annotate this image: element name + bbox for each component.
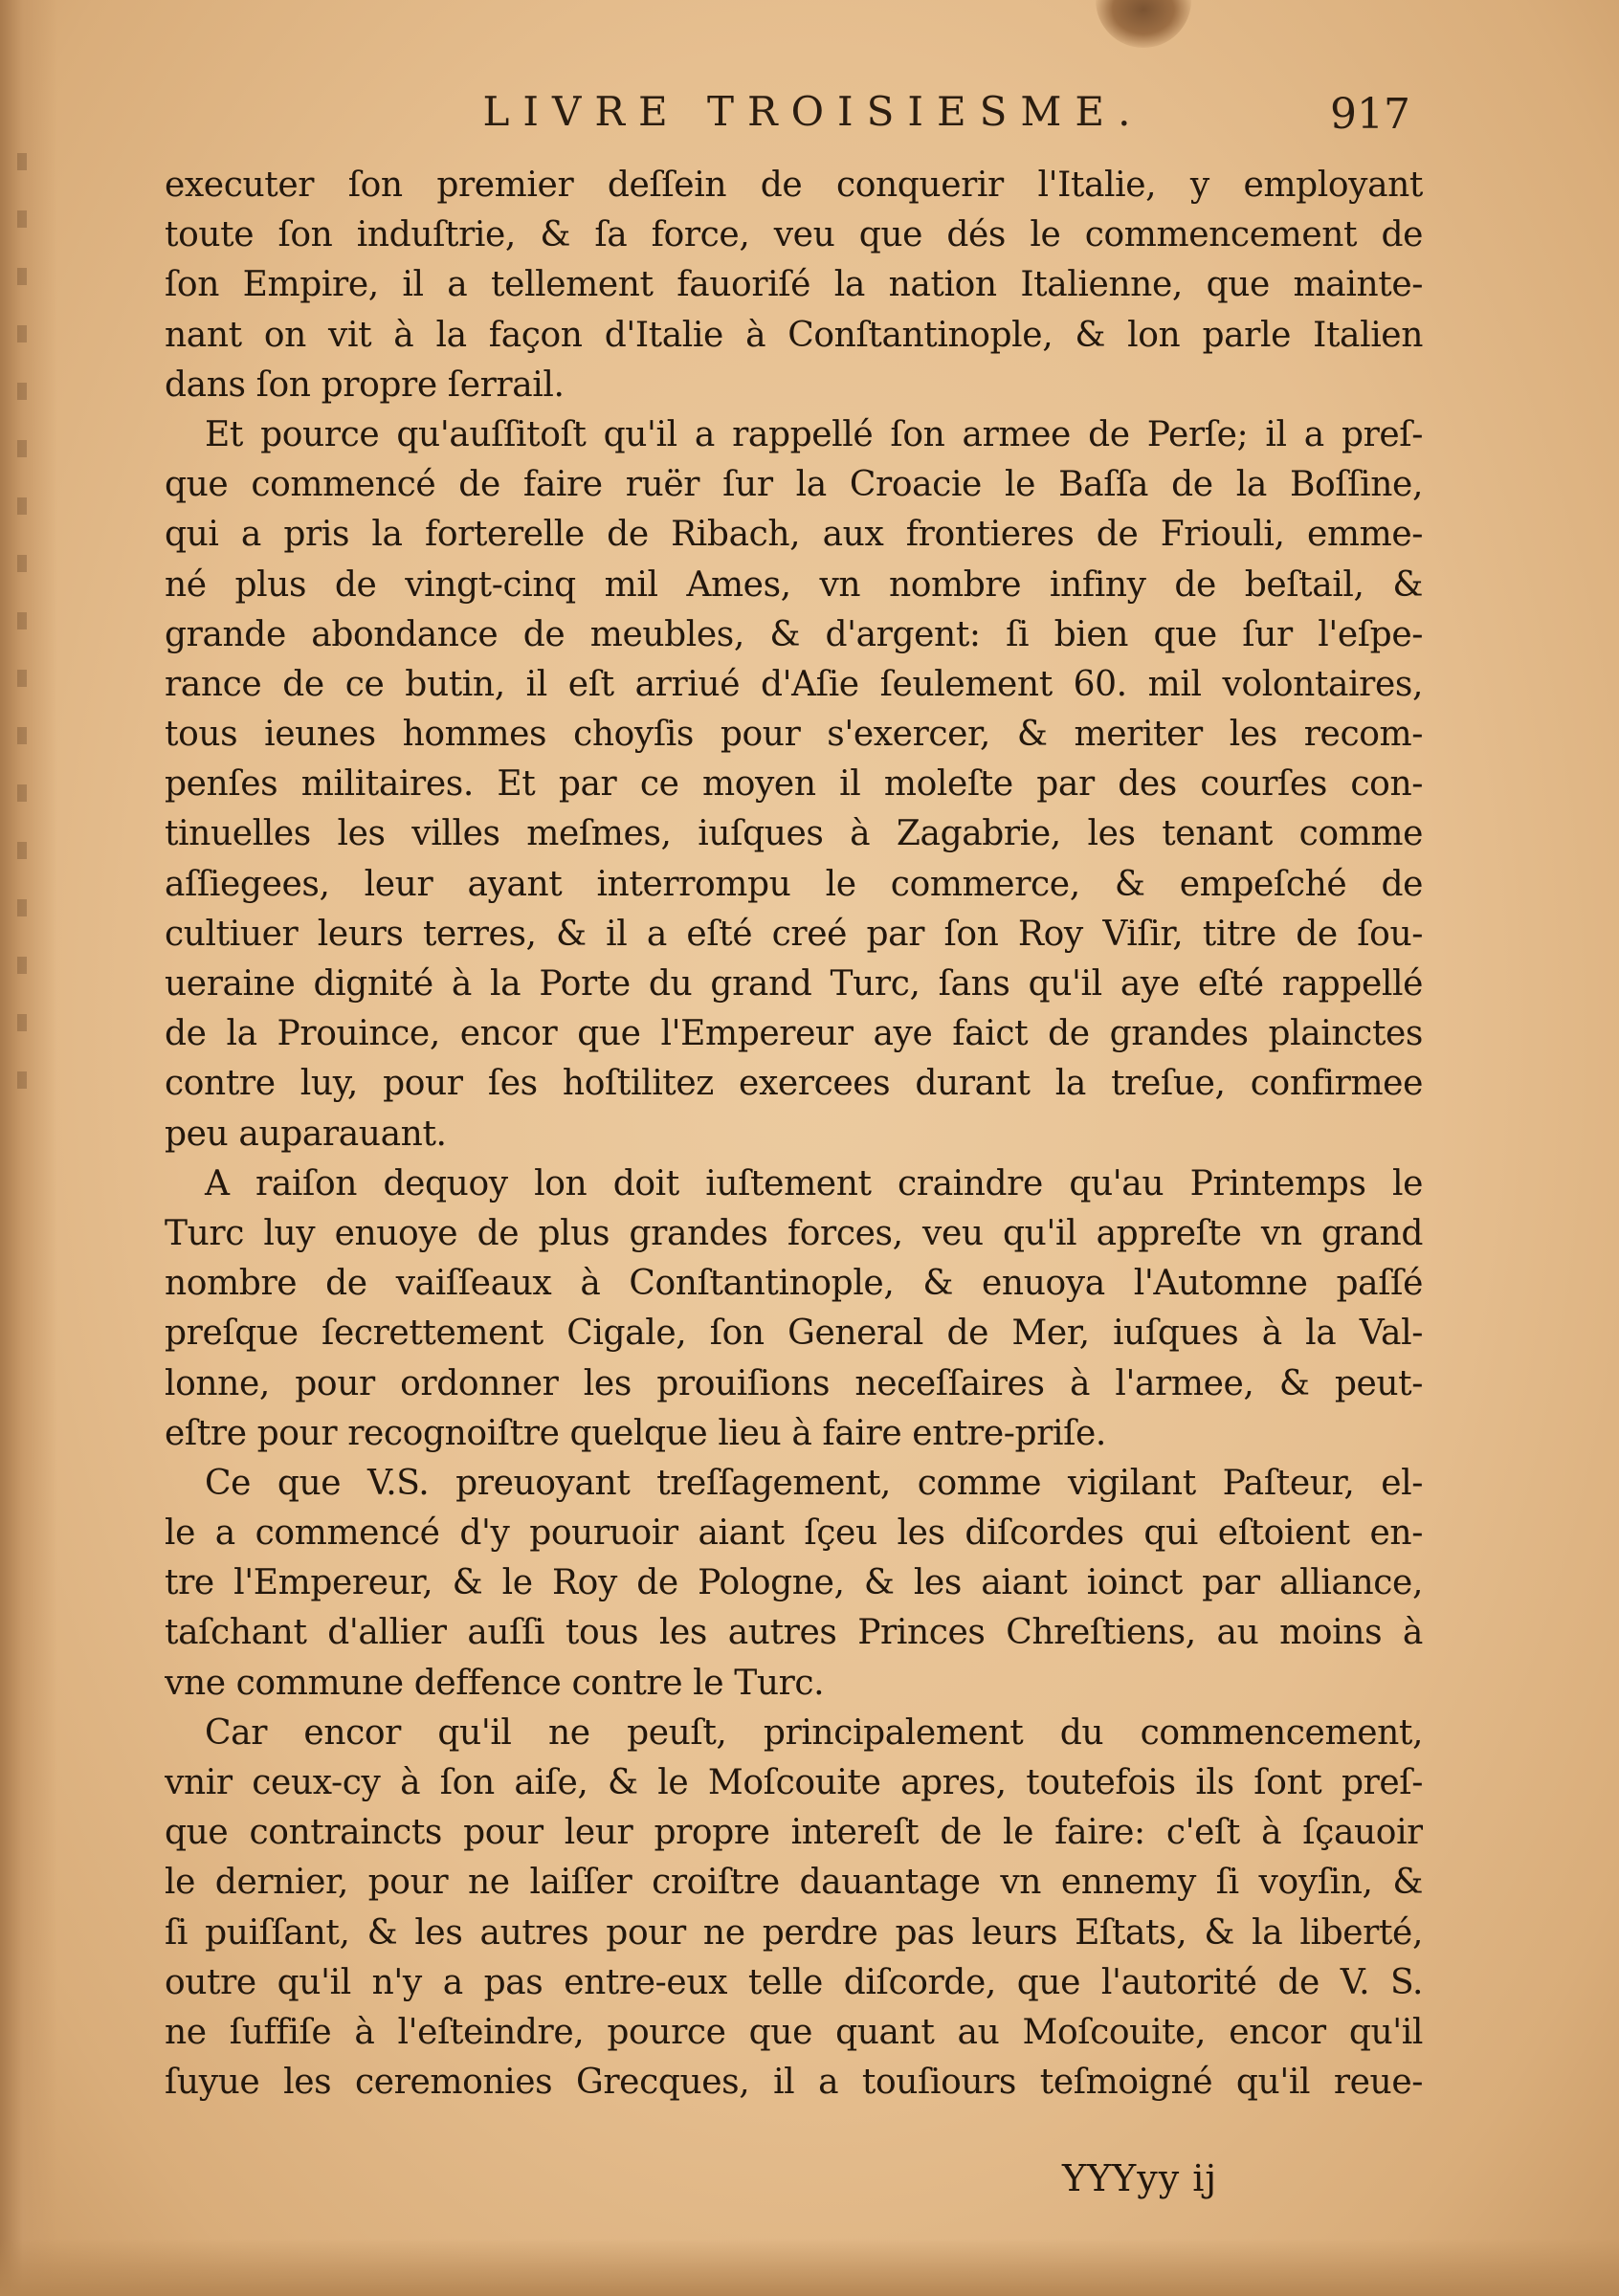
page-stain [1096, 0, 1191, 48]
body-text [165, 161, 1423, 2179]
text-line: outre qu'il n'y a pas entre-eux telle diſcorde, que l'autorité de V. S. [165, 1962, 1423, 2002]
text-line: Turc luy enuoye de plus grandes forces, veu qu'il appreſte vn grand [165, 1213, 1423, 1253]
text-line: Car encor qu'il ne peuſt, principalement du commencement, [205, 1712, 1423, 1753]
text-line: vnir ceux-cy à ſon aiſe, & le Moſcouite apres, toutefois ils ſont preſ- [165, 1763, 1423, 1802]
text-line: lonne, pour ordonner les prouiſions neceſſaires à l'armee, & peut- [165, 1363, 1423, 1403]
text-line: eſtre pour recognoiſtre quelque lieu à faire entre-priſe. [165, 1413, 1106, 1453]
text-line: contre luy, pour ſes hoſtilitez exercees durant la treſue, confirmee [165, 1064, 1423, 1104]
text-line: ſuyue les ceremonies Grecques, il a touſiours teſmoigné qu'il reue- [165, 2063, 1423, 2103]
text-line: le dernier, pour ne laiſſer croiſtre dauantage vn ennemy ſi voyſin, & [165, 1863, 1423, 1903]
text-line: de la Prouince, encor que l'Empereur aye faict de grandes plainctes [165, 1014, 1423, 1054]
text-line: né plus de vingt-cinq mil Ames, vn nombre infiny de beſtail, & [165, 564, 1423, 605]
text-line: peu auparauant. [165, 1114, 447, 1154]
text-line: que contraincts pour leur propre intereſt de le faire: c'eſt à ſçauoir [165, 1813, 1423, 1853]
text-line: tous ieunes hommes choyſis pour s'exercer, & meriter les recom- [165, 715, 1423, 755]
text-line: Ce que V.S. preuoyant treſſagement, comme vigilant Paſteur, el- [205, 1463, 1423, 1503]
text-line: tre l'Empereur, & le Roy de Pologne, & les aiant ioinct par alliance, [165, 1563, 1423, 1603]
text-line: que commencé de faire ruër ſur la Croacie le Baſſa de la Boſſine, [165, 465, 1423, 505]
text-line: grande abondance de meubles, & d'argent: ſi bien que ſur l'eſpe- [165, 614, 1423, 654]
text-line: penſes militaires. Et par ce moyen il moleſte par des courſes con- [165, 764, 1423, 805]
text-line: rance de ce butin, il eſt arriué d'Aſie ſeulement 60. mil volontaires, [165, 664, 1423, 704]
text-line: cultiuer leurs terres, & il a eſté creé par ſon Roy Viſir, titre de ſou- [165, 914, 1423, 954]
text-line: nombre de vaiſſeaux à Conſtantinople, & enuoya l'Automne paſſé [165, 1264, 1423, 1304]
text-line: vne commune deffence contre le Turc. [165, 1663, 825, 1703]
text-line: Et pource qu'auſſitoſt qu'il a rappellé ſon armee de Perſe; il a preſ- [205, 414, 1423, 454]
text-line: A raiſon dequoy lon doit iuſtement craindre qu'au Printemps le [205, 1163, 1423, 1203]
text-line: ueraine dignité à la Porte du grand Turc, ſans qu'il aye eſté rappellé [165, 964, 1423, 1004]
page-number: 917 [1330, 90, 1410, 139]
text-line: executer ſon premier deſſein de conquerir l'Italie, y employant [165, 166, 1423, 205]
text-line: nant on vit à la façon d'Italie à Conſtantinople, & lon parle Italien [165, 315, 1423, 355]
text-line: ſi puiſſant, & les autres pour ne perdre pas leurs Eſtats, & la liberté, [165, 1912, 1423, 1953]
text-line: preſque ſecrettement Cigale, ſon General de Mer, iuſques à la Val- [165, 1314, 1423, 1354]
signature-mark: YYYyy ij [1062, 2157, 1218, 2199]
text-line: ſon Empire, il a tellement fauoriſé la nation Italienne, que mainte- [165, 265, 1423, 305]
page-bottom-shadow [0, 2239, 1619, 2296]
text-line: le a commencé d'y pouruoir aiant ſçeu les diſcordes qui eſtoient en- [165, 1513, 1423, 1554]
text-line: ne ſuffiſe à l'eſteindre, pource que quant au Moſcouite, encor qu'il [165, 2012, 1423, 2052]
text-line: toute ſon induſtrie, & ſa force, veu que dés le commencement de [165, 215, 1423, 255]
text-line: qui a pris la forterelle de Ribach, aux frontieres de Friouli, emme- [165, 515, 1423, 555]
text-line: taſchant d'allier auſſi tous les autres Princes Chreſtiens, au moins à [165, 1613, 1423, 1653]
text-line: tinuelles les villes meſmes, iuſques à Zagabrie, les tenant comme [165, 814, 1423, 854]
text-line: dans ſon propre ſerrail. [165, 364, 565, 405]
page-gutter-shadow [0, 0, 57, 2296]
text-line: aſſiegees, leur ayant interrompu le commerce, & empeſché de [165, 864, 1423, 904]
running-head: LIVRE TROISIESME. [482, 88, 1144, 135]
